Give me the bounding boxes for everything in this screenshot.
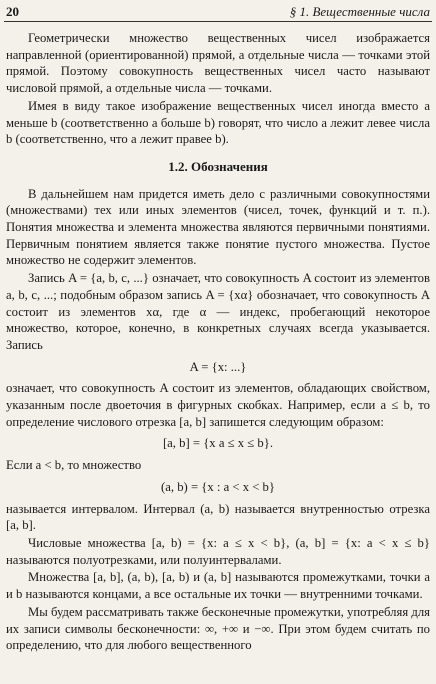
formula: (a, b) = {x : a < x < b} [161, 479, 275, 494]
paragraph: Имея в виду такое изображение вещественных чисел иногда вместо a меньше b (соответственно a больше b) говорят, что число a лежит левее числа b (соответственно, что a лежит правее b). [6, 98, 430, 147]
formula: [a, b] = {x a ≤ x ≤ b}. [162, 436, 274, 451]
section-heading: 1.2. Обозначения [168, 158, 268, 174]
paragraph: Если a < b, то множество [6, 458, 142, 473]
paragraph: Множества [a, b], (a, b), [a, b) и (a, b] называются промежутками, точки a и b называются концами, а все остальные их точки — внутренними точками. [6, 570, 430, 602]
page-body [6, 30, 430, 655]
paragraph: Геометрически множество вещественных чисел изображается направленной (ориентированной) прямой, а отдельные числа — точками этой прямой. Поэтому совокупность вещественных чисел часто называют числовой прямой, а отдельные числа — точками. [6, 31, 430, 96]
running-title: § 1. Вещественные числа [289, 4, 430, 19]
page-header [6, 4, 430, 22]
formula: A = {x: ...} [189, 359, 247, 374]
paragraph: В дальнейшем нам придется иметь дело с различными совокупностями (множествами) тех или иных элементов (чисел, точек, функций и т. п.). Понятия множества и элемента множества являются первичными понятиями. Первичным понятием является также понятие пустого множества. Пустое множество не содержит элементов. [6, 186, 430, 268]
header-rule [4, 21, 432, 22]
paragraph: Мы будем рассматривать также бесконечные промежутки, употребляя для их записи символы бесконечности: ∞, +∞ и −∞. При этом будем считать по определению, что для любого вещественного [6, 604, 430, 653]
paragraph: называется интервалом. Интервал (a, b) называется внутренностью отрезка [a, b]. [6, 501, 430, 533]
paragraph: Запись A = {a, b, c, ...} означает, что совокупность A состоит из элементов a, b, c, ...; подобным образом запись A = {xα} обозначает, что совокупность A состоит из элементов xα, где α — индекс, пробегающий некоторое множество, которое, конечно, в конкретных случаях всегда указывается. Запись [6, 271, 430, 352]
paragraph: Числовые множества [a, b) = {x: a ≤ x < b}, (a, b] = {x: a < x ≤ b} называются полуотрезками, или полуинтервалами. [6, 535, 430, 567]
paragraph: означает, что совокупность A состоит из элементов, обладающих свойством, указанным после двоеточия в фигурных скобках. Например, если a ≤ b, то определение числового отрезка [a, b] запишется следующим образом: [6, 381, 430, 429]
page-number: 20 [6, 4, 19, 19]
